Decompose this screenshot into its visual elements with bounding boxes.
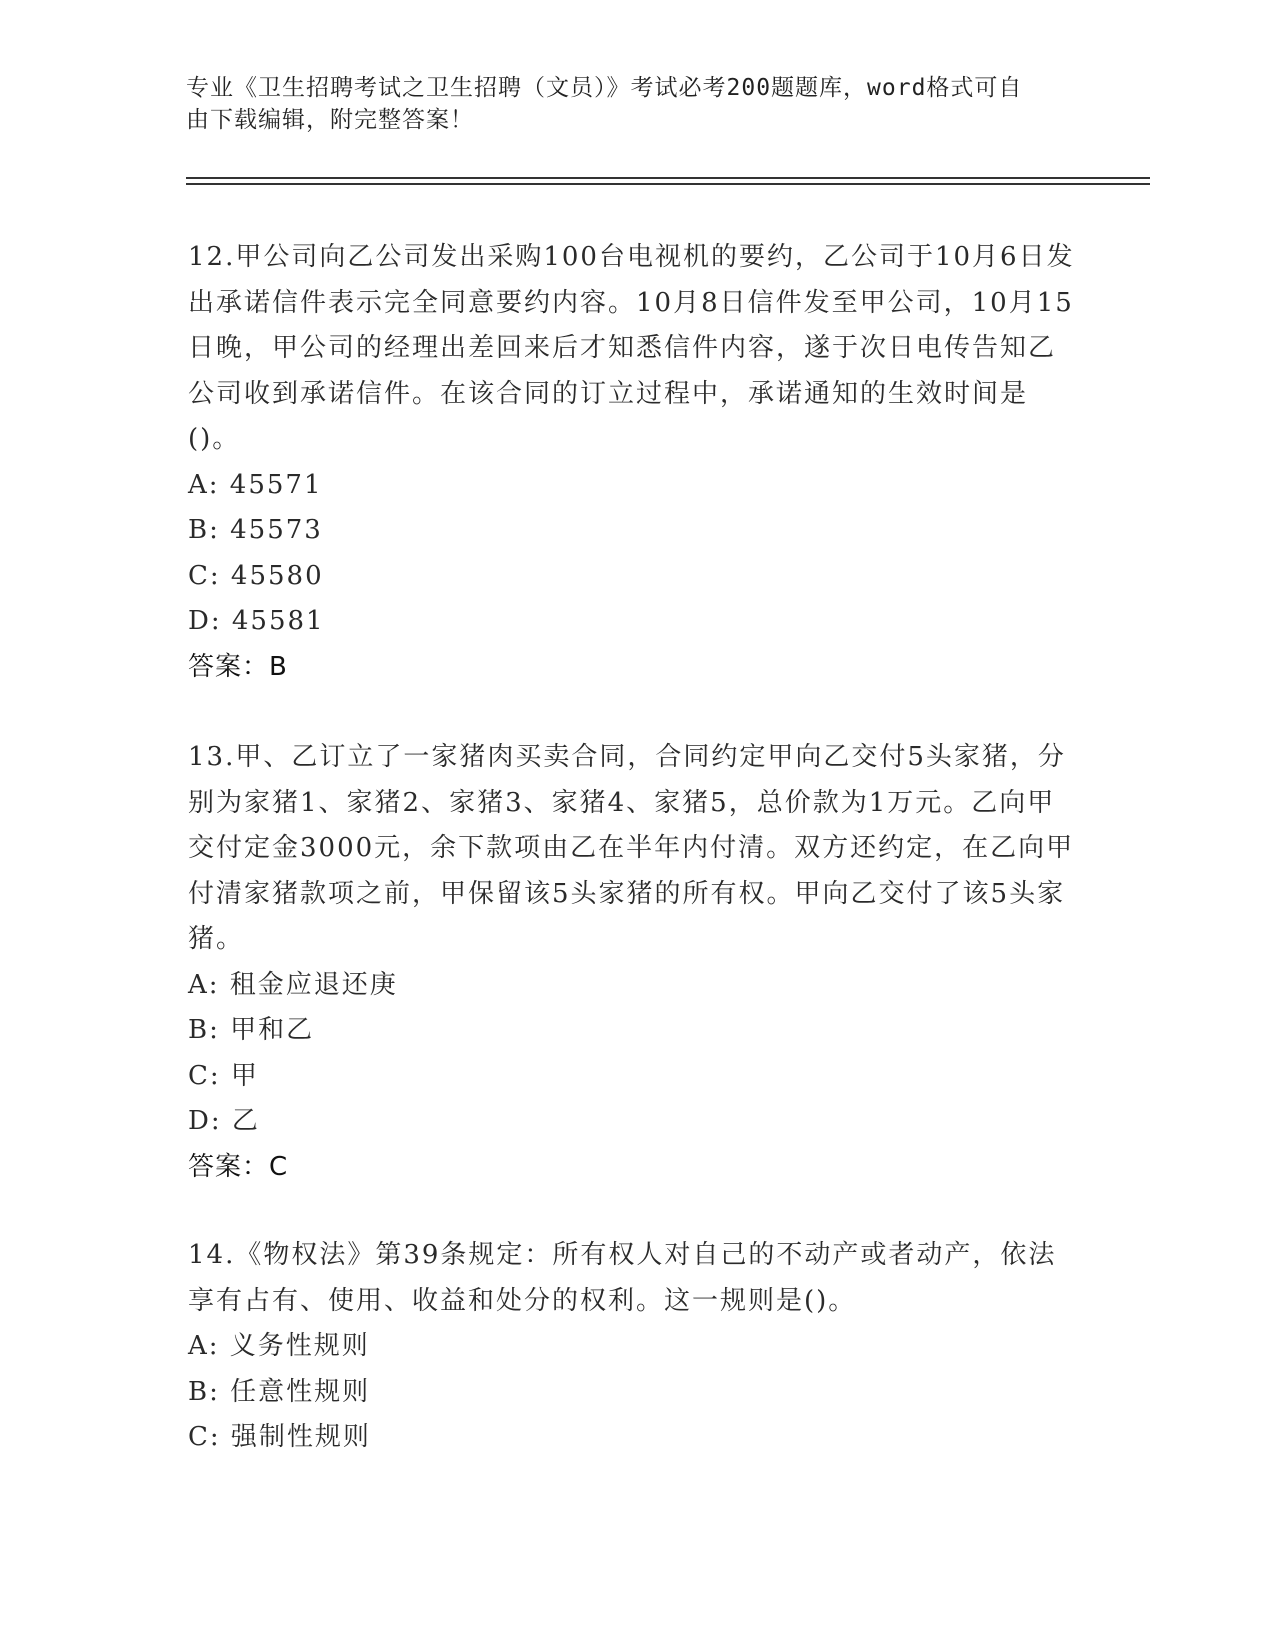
option-c: C: 45580: [188, 560, 324, 591]
header-divider-bottom: [186, 183, 1150, 185]
option-d: D: 乙: [188, 1106, 260, 1136]
answer-line: 答案：B: [188, 651, 288, 682]
question-stem: 12.甲公司向乙公司发出采购100台电视机的要约，乙公司于10月6日发出承诺信件表示完全同意要约内容。10月8日信件发至甲公司，10月15日晚，甲公司的经理出差回来后才知悉信件内容，遂于次日电传告知乙公司收到承诺信件。在该合同的订立过程中，承诺通知的生效时间是()。: [188, 242, 1075, 454]
header-divider-top: [186, 177, 1150, 179]
header-line-2: 由下载编辑，附完整答案！: [186, 107, 474, 133]
header-line-1: 专业《卫生招聘考试之卫生招聘（文员）》考试必考200题题库，word格式可自: [186, 75, 1023, 101]
option-b: B: 45573: [188, 515, 323, 545]
question-stem: 14.《物权法》第39条规定：所有权人对自己的不动产或者动产，依法享有占有、使用、收益和处分的权利。这一规则是()。: [188, 1240, 1057, 1316]
question-stem: 13.甲、乙订立了一家猪肉买卖合同，合同约定甲向乙交付5头家猪，分别为家猪1、家猪2、家猪3、家猪4、家猪5，总价款为1万元。乙向甲交付定金3000元，余下款项由乙在半年内付清。双方还约定，在乙向甲付清家猪款项之前，甲保留该5头家猪的所有权。甲向乙交付了该5头家猪。: [188, 742, 1075, 954]
option-d: D: 45581: [188, 606, 325, 636]
question-12: [188, 235, 1078, 690]
option-c: C: 甲: [188, 1060, 259, 1091]
option-c: C: 强制性规则: [188, 1422, 371, 1452]
option-b: B: 任意性规则: [188, 1376, 371, 1407]
answer-line: 答案：C: [188, 1151, 289, 1182]
option-b: B: 甲和乙: [188, 1015, 315, 1045]
option-a: A: 45571: [188, 469, 323, 500]
question-14: [188, 1233, 1078, 1461]
option-a: A: 租金应退还庚: [188, 969, 398, 1000]
option-a: A: 义务性规则: [188, 1331, 370, 1361]
question-13: [188, 735, 1078, 1190]
document-header: [186, 72, 1066, 136]
